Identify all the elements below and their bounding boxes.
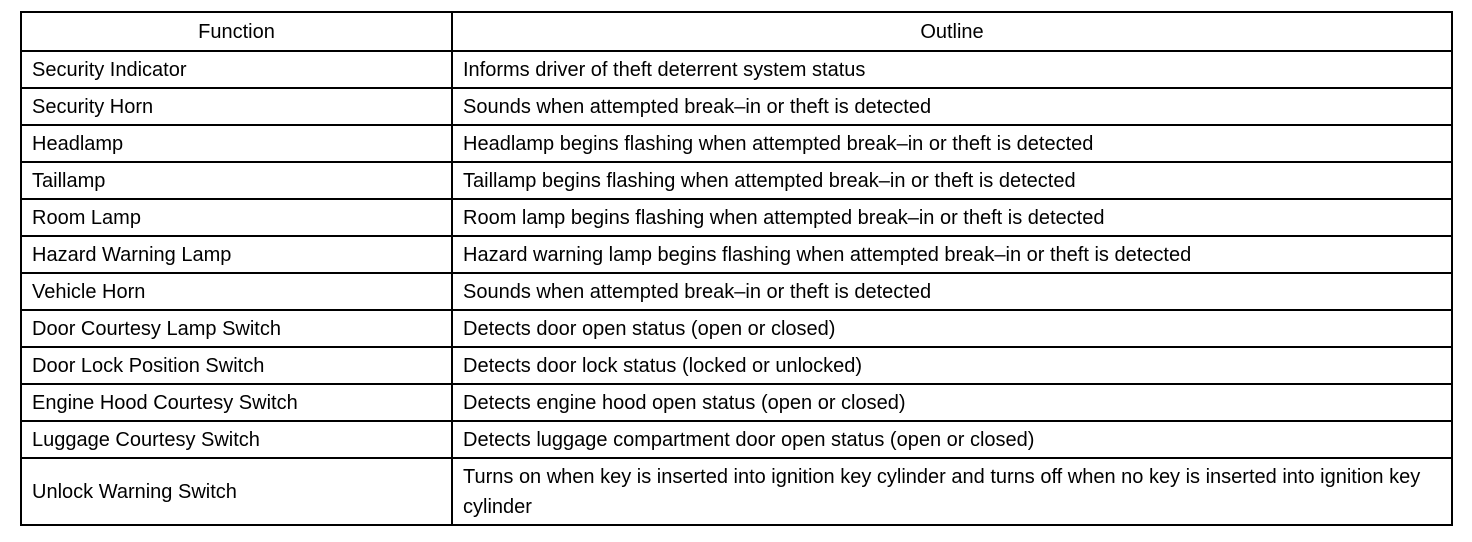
function-cell: Security Indicator xyxy=(21,51,452,88)
outline-cell: Detects engine hood open status (open or closed) xyxy=(452,384,1452,421)
table-row xyxy=(21,199,1452,236)
table-row xyxy=(21,273,1452,310)
table-row xyxy=(21,458,1452,525)
function-cell: Hazard Warning Lamp xyxy=(21,236,452,273)
table-row xyxy=(21,421,1452,458)
table-row xyxy=(21,51,1452,88)
function-cell: Taillamp xyxy=(21,162,452,199)
outline-cell: Sounds when attempted break–in or theft is detected xyxy=(452,273,1452,310)
function-cell: Engine Hood Courtesy Switch xyxy=(21,384,452,421)
outline-cell: Room lamp begins flashing when attempted break–in or theft is detected xyxy=(452,199,1452,236)
header-function: Function xyxy=(21,12,452,51)
function-cell: Unlock Warning Switch xyxy=(21,458,452,525)
function-cell: Vehicle Horn xyxy=(21,273,452,310)
outline-cell: Hazard warning lamp begins flashing when attempted break–in or theft is detected xyxy=(452,236,1452,273)
table-row xyxy=(21,347,1452,384)
outline-cell: Turns on when key is inserted into ignition key cylinder and turns off when no key is inserted into ignition key cylinder xyxy=(452,458,1452,525)
outline-cell: Detects door open status (open or closed) xyxy=(452,310,1452,347)
function-cell: Luggage Courtesy Switch xyxy=(21,421,452,458)
outline-cell: Detects luggage compartment door open status (open or closed) xyxy=(452,421,1452,458)
table-row xyxy=(21,125,1452,162)
function-outline-table xyxy=(20,11,1453,526)
outline-cell: Informs driver of theft deterrent system status xyxy=(452,51,1452,88)
table-row xyxy=(21,384,1452,421)
table-row xyxy=(21,162,1452,199)
table-row xyxy=(21,310,1452,347)
outline-cell: Sounds when attempted break–in or theft is detected xyxy=(452,88,1452,125)
outline-cell: Taillamp begins flashing when attempted break–in or theft is detected xyxy=(452,162,1452,199)
function-cell: Door Courtesy Lamp Switch xyxy=(21,310,452,347)
table-row xyxy=(21,88,1452,125)
function-cell: Room Lamp xyxy=(21,199,452,236)
table-row xyxy=(21,236,1452,273)
header-outline: Outline xyxy=(452,12,1452,51)
function-cell: Headlamp xyxy=(21,125,452,162)
function-cell: Security Horn xyxy=(21,88,452,125)
outline-cell: Detects door lock status (locked or unlocked) xyxy=(452,347,1452,384)
table-header-row xyxy=(21,12,1452,51)
function-cell: Door Lock Position Switch xyxy=(21,347,452,384)
outline-cell: Headlamp begins flashing when attempted break–in or theft is detected xyxy=(452,125,1452,162)
